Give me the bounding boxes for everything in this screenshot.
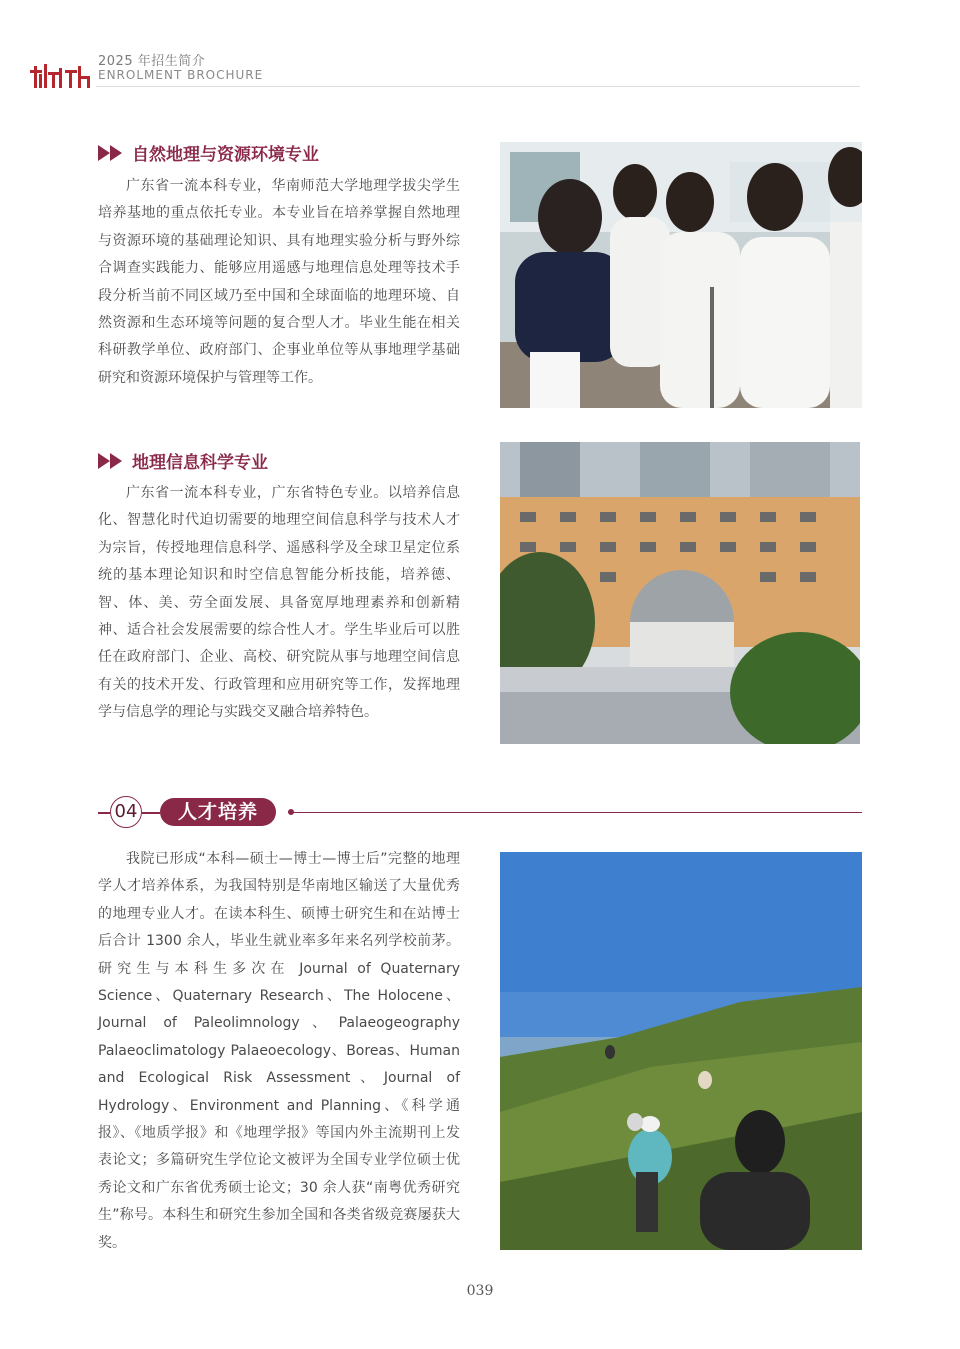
section-title-gis — [98, 448, 268, 473]
photo-field-hiking — [500, 852, 862, 1250]
brochure-title-en: ENROLMENT BROCHURE — [98, 68, 264, 82]
brochure-title-cn: 2025 年招生简介 — [98, 54, 206, 69]
divider-line-mid — [142, 812, 160, 814]
university-logo-icon — [30, 62, 90, 88]
section-divider-talent-training — [98, 796, 862, 830]
section-body-gis: 广东省一流本科专业，广东省特色专业。以培养信息化、智慧化时代迫切需要的地理空间信息科学与技术人才为宗旨，传授地理信息科学、遥感科学及全球卫星定位系统的基本理论知识和时空信息智能分析技能，培养德、智、体、美、劳全面发展、具备宽厚地理素养和创新精神、适合社会发展需要的综合性人才。学生毕业后可以胜任在政府部门、企业、高校、研究院从事与地理空间信息有关的技术开发、行政管理和应用研究等工作，发挥地理学与信息学的理论与实践交叉融合培养特色。 — [98, 485, 460, 721]
double-arrow-icon — [98, 145, 124, 161]
section-title-text: 自然地理与资源环境专业 — [132, 145, 319, 165]
section-body-talent-training: 我院已形成“本科—硕士—博士—博士后”完整的地理学人才培养体系，为我国特别是华南地区输送了大量优秀的地理专业人才。在读本科生、硕博士研究生和在站博士后合计 1300 余人，毕业生就业率多年来名列学校前茅。研究生与本科生多次在 Journal of Quaternary Science、Quaternary Research、The Holocene、Journal of Paleolimnology、Palaeogeography Palaeoclimatology Palaeoecology、Boreas、Human and Ecological Risk Assessment、Journal of Hydrology、Environment and Planning、《科学通报》、《地质学报》和《地理学报》等国内外主流期刊上发表论文；多篇研究生学位论文被评为全国专业学位硕士优秀论文和广东省优秀硕士论文；30 余人获“南粤优秀研究生”称号。本科生和研究生参加全国和各类省级竞赛屡获大奖。 — [98, 851, 460, 1251]
divider-line-left — [98, 812, 110, 814]
photo-observatory-campus — [500, 442, 860, 744]
section-title-pill: 人才培养 — [160, 798, 276, 826]
header-divider — [96, 86, 860, 87]
section-number-badge: 04 — [110, 796, 142, 828]
section-body-physical-geography: 广东省一流本科专业，华南师范大学地理学拔尖学生培养基地的重点依托专业。本专业旨在培养掌握自然地理与资源环境的基础理论知识、具有地理实验分析与野外综合调查实践能力、能够应用遥感与地理信息处理等技术手段分析当前不同区域乃至中国和全球面临的地理环境、自然资源和生态环境等问题的复合型人才。毕业生能在相关科研教学单位、政府部门、企事业单位等从事地理学基础研究和资源环境保护与管理等工作。 — [98, 178, 460, 386]
photo-lab-students — [500, 142, 862, 408]
section-title-physical-geography — [98, 140, 319, 165]
divider-line-right — [288, 812, 862, 813]
page-header — [0, 0, 960, 95]
double-arrow-icon — [98, 453, 124, 469]
section-title-text: 地理信息科学专业 — [132, 453, 268, 473]
page-number: 039 — [466, 1283, 494, 1299]
